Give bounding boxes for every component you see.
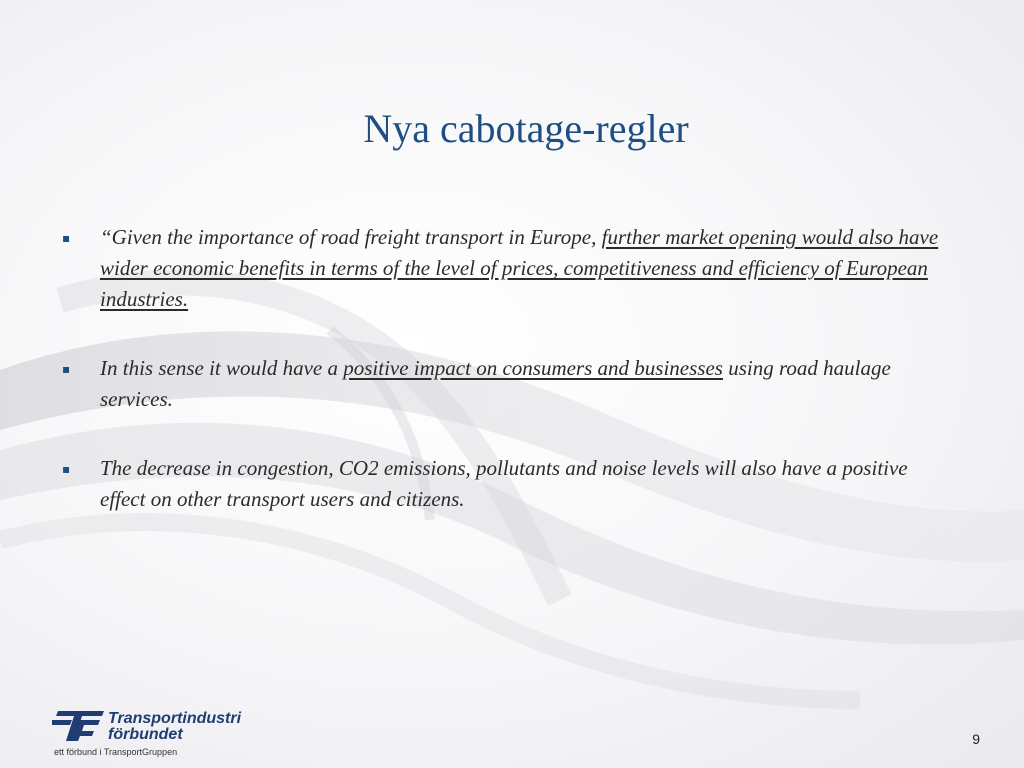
underlined-text: positive impact on consumers and businesses [343,356,723,380]
square-bullet-icon: ▪ [62,462,71,476]
bullet-text: “Given the importance of road freight transport in Europe, [100,225,602,249]
bullet-item [62,222,942,315]
bullet-item [62,453,942,515]
logo-name-line2: förbundet [108,726,183,743]
bullet-text: In this sense it would have a [100,356,344,380]
tf-logo-icon [52,711,104,741]
bullet-text: using road haulage services. [100,356,891,411]
company-logo [52,707,312,762]
bullet-text: The decrease in congestion, CO2 emissions, pollutants and noise levels will also have a positive effect on other transport users and citizens. [100,456,908,511]
square-bullet-icon: ▪ [62,362,71,376]
page-number: 9 [972,731,980,747]
underlined-text: further market opening would also have wider economic benefits in terms of the level of prices, competitiveness and efficiency of European industries. [100,225,939,311]
bullet-item [62,353,942,415]
logo-tagline: ett förbund i TransportGruppen [54,747,178,757]
bullet-list [62,222,942,553]
logo-name-line1: Transportindustri [108,710,242,727]
slide-title: Nya cabotage-regler [363,105,689,151]
square-bullet-icon: ▪ [62,231,71,245]
